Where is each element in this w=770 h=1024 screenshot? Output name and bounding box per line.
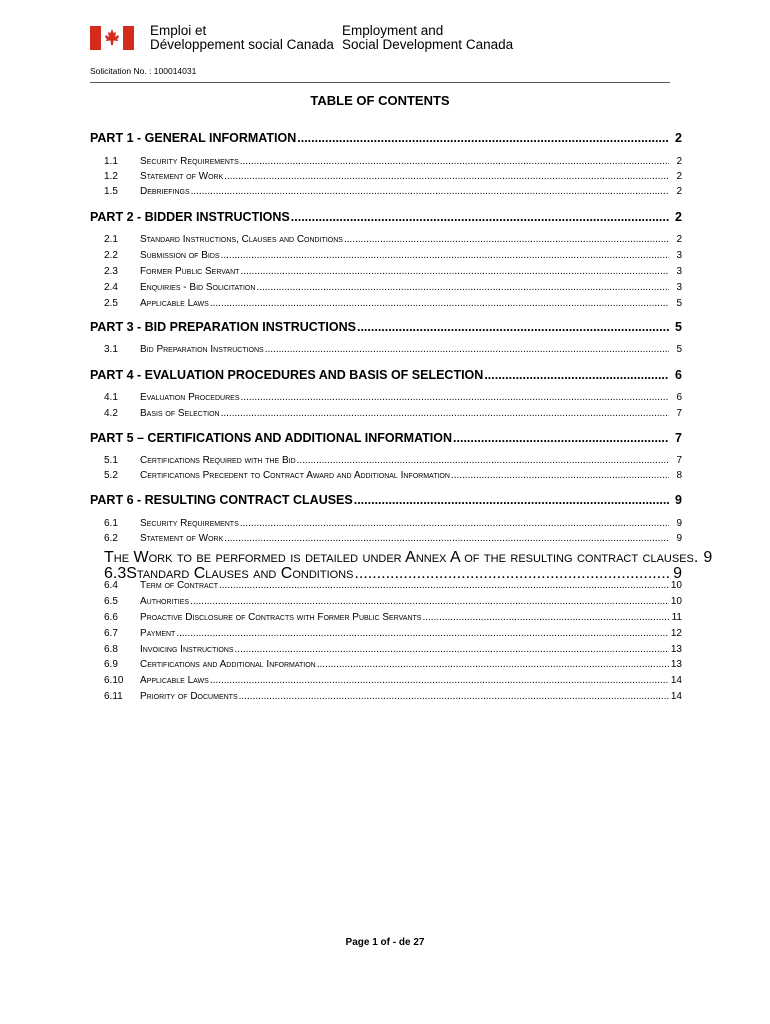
toc-entry[interactable] [90, 234, 682, 245]
toc-entry[interactable] [90, 171, 682, 182]
toc-entry-label: Invoicing Instructions [140, 644, 234, 655]
toc-entry-label: Certifications and Additional Information [140, 659, 316, 670]
dot-leader [240, 518, 669, 529]
toc-entry-label: Evaluation Procedures [140, 392, 240, 403]
dot-leader [357, 320, 669, 334]
header-divider [90, 82, 670, 83]
toc-entry-page: 2 [676, 186, 682, 197]
toc-entry[interactable] [90, 408, 682, 419]
toc-part-entry[interactable] [90, 131, 682, 145]
toc-entry[interactable] [90, 186, 682, 197]
toc-entry-number: 1.2 [104, 171, 118, 182]
toc-entry[interactable] [90, 644, 682, 655]
toc-entry-number: 2.3 [104, 266, 118, 277]
dept-fr-line1: Emploi et [150, 23, 207, 38]
toc-entry[interactable] [90, 675, 682, 686]
toc-entry-number: 6.8 [104, 644, 118, 655]
dot-leader [221, 250, 669, 261]
toc-entry-page: 14 [670, 691, 682, 702]
toc-entry-label: PART 6 - RESULTING CONTRACT CLAUSES [90, 493, 353, 507]
toc-entry[interactable] [90, 250, 682, 261]
toc-entry[interactable] [90, 580, 682, 591]
toc-entry-page: 12 [670, 628, 682, 639]
toc-entry-page: 3 [676, 282, 682, 293]
toc-entry-number: 5.2 [104, 470, 118, 481]
toc-entry[interactable] [90, 518, 682, 529]
toc-entry-page: 3 [676, 250, 682, 261]
solicitation-number: Solicitation No. : 100014031 [90, 66, 197, 76]
dot-leader [256, 282, 669, 293]
toc-entry-number: 3.1 [104, 344, 118, 355]
toc-title: TABLE OF CONTENTS [310, 93, 450, 108]
toc-entry-page: 11 [671, 612, 682, 623]
toc-entry-number: 6.7 [104, 628, 118, 639]
toc-entry-number: 6.11 [104, 691, 123, 702]
toc-entry-page: 8 [676, 470, 682, 481]
toc-entry-page: 6 [676, 392, 682, 403]
department-name-english [342, 24, 513, 52]
dept-en-line2: Social Development Canada [342, 37, 514, 52]
toc-entry[interactable] [90, 455, 682, 466]
dot-leader [291, 210, 669, 224]
dot-leader [176, 628, 669, 639]
toc-entry-number: 6.2 [104, 533, 118, 544]
dot-leader [317, 659, 669, 670]
dot-leader [224, 533, 669, 544]
toc-entry-number: 2.1 [104, 234, 118, 245]
toc-entry-page: 5 [675, 320, 682, 334]
toc-entry-label: PART 4 - EVALUATION PROCEDURES AND BASIS OF SELECTION [90, 368, 484, 382]
toc-entry-page: 2 [676, 234, 682, 245]
dot-leader [239, 691, 669, 702]
toc-entry-number: 6.4 [104, 580, 118, 591]
toc-entry-page: 9 [703, 549, 713, 566]
dot-leader [451, 470, 669, 481]
toc-entry-label: PART 3 - BID PREPARATION INSTRUCTIONS [90, 320, 356, 334]
toc-entry-label: Basis of Selection [140, 408, 220, 419]
toc-entry[interactable] [90, 266, 682, 277]
toc-entry-number: 2.5 [104, 298, 118, 309]
toc-entry-label: Statement of Work [140, 533, 224, 544]
department-name-french [150, 24, 334, 52]
toc-entry-number: 2.4 [104, 282, 118, 293]
toc-entry-page: 10 [670, 580, 682, 591]
dot-leader [219, 580, 669, 591]
dot-leader [265, 344, 669, 355]
toc-entry[interactable] [90, 533, 682, 544]
toc-entry-label: Certifications Precedent to Contract Award and Additional Information [140, 470, 450, 481]
dot-leader [240, 266, 669, 277]
toc-entry-page: 9 [676, 518, 682, 529]
dot-leader [221, 408, 669, 419]
toc-entry-label: Standard Instructions, Clauses and Conditions [140, 234, 343, 245]
toc-entry-label: Priority of Documents [140, 691, 238, 702]
toc-entry-label: Security Requirements [140, 518, 239, 529]
toc-entry-page: 5 [676, 298, 682, 309]
toc-entry-page: 13 [670, 659, 682, 670]
dot-leader [191, 186, 669, 197]
toc-part-entry[interactable] [90, 320, 682, 334]
toc-entry-label: Statement of Work [140, 171, 224, 182]
toc-entry-number: 6.10 [104, 675, 124, 686]
toc-entry-label: PART 1 - GENERAL INFORMATION [90, 131, 297, 145]
toc-entry[interactable] [90, 392, 682, 403]
toc-entry-number: 1.5 [104, 186, 118, 197]
toc-entry[interactable] [90, 691, 682, 702]
toc-part-entry[interactable] [90, 210, 682, 224]
toc-entry-page: 7 [676, 408, 682, 419]
toc-entry-page: 14 [670, 675, 682, 686]
dot-leader [210, 675, 669, 686]
toc-entry-page: 2 [675, 210, 682, 224]
toc-entry-label: PART 2 - BIDDER INSTRUCTIONS [90, 210, 290, 224]
toc-entry-page: 7 [675, 431, 682, 445]
toc-entry[interactable] [90, 344, 682, 355]
dot-leader [190, 596, 669, 607]
toc-entry[interactable] [90, 282, 682, 293]
dot-leader [453, 431, 669, 445]
toc-entry-label: Applicable Laws [140, 675, 209, 686]
toc-entry-page: 9 [673, 565, 682, 582]
toc-entry-label: The Work to be performed is detailed under Annex A of the resulting contract clauses. [104, 549, 699, 566]
toc-entry-number: 1.1 [104, 156, 118, 167]
toc-entry-number: 6.6 [104, 612, 118, 623]
toc-entry-label: Term of Contract [140, 580, 218, 591]
toc-entry-label: Enquiries - Bid Solicitation [140, 282, 256, 293]
toc-part-entry[interactable] [90, 431, 682, 445]
toc-entry-page: 10 [670, 596, 682, 607]
page-footer: Page 1 of - de 27 [345, 937, 425, 948]
toc-entry-number: 6.5 [104, 596, 118, 607]
toc-entry-label: Security Requirements [140, 156, 239, 167]
toc-entry-label: Proactive Disclosure of Contracts with Former Public Servants [140, 612, 422, 623]
toc-entry-label: Bid Preparation Instructions [140, 344, 264, 355]
toc-entry-label: PART 5 – CERTIFICATIONS AND ADDITIONAL INFORMATION [90, 431, 453, 445]
toc-entry-label: 6.3Standard Clauses and Conditions [104, 565, 354, 582]
toc-entry-page: 9 [676, 533, 682, 544]
toc-entry-page: 3 [676, 266, 682, 277]
toc-entry-page: 9 [675, 493, 682, 507]
toc-entry-label: Submission of Bids [140, 250, 220, 261]
toc-entry[interactable] [90, 298, 682, 309]
toc-entry-page: 2 [676, 156, 682, 167]
dept-en-line1: Employment and [342, 23, 444, 38]
toc-entry-page: 2 [676, 171, 682, 182]
toc-entry-page: 13 [670, 644, 682, 655]
toc-entry-number: 4.1 [104, 392, 118, 403]
dot-leader [344, 234, 669, 245]
toc-entry-label: Payment [140, 628, 176, 639]
toc-entry[interactable] [90, 156, 682, 167]
toc-entry[interactable] [90, 628, 682, 639]
toc-entry-number: 6.1 [104, 518, 118, 529]
toc-entry-page: 7 [676, 455, 682, 466]
toc-part-entry[interactable] [90, 368, 682, 382]
toc-part-entry[interactable] [90, 493, 682, 507]
toc-entry-label: Certifications Required with the Bid [140, 455, 296, 466]
dot-leader [240, 392, 669, 403]
canada-flag-icon [90, 26, 134, 50]
toc-entry-label: Former Public Servant [140, 266, 240, 277]
toc-entry-number: 4.2 [104, 408, 118, 419]
toc-entry[interactable] [90, 659, 682, 670]
dot-leader [484, 368, 669, 382]
dept-fr-line2: Développement social Canada [150, 37, 334, 52]
toc-entry[interactable] [90, 596, 682, 607]
dot-leader [297, 131, 669, 145]
toc-entry-number: 5.1 [104, 455, 118, 466]
toc-entry-page: 6 [675, 368, 682, 382]
toc-entry-number: 6.9 [104, 659, 118, 670]
toc-entry-label: Applicable Laws [140, 298, 209, 309]
toc-entry-number: 2.2 [104, 250, 118, 261]
dot-leader [210, 298, 669, 309]
dot-leader [354, 493, 669, 507]
toc-entry[interactable] [90, 612, 682, 623]
toc-entry-label: Debriefings [140, 186, 190, 197]
toc-entry-page: 2 [675, 131, 682, 145]
dot-leader [422, 612, 669, 623]
dot-leader [297, 455, 669, 466]
dot-leader [235, 644, 669, 655]
dot-leader [240, 156, 669, 167]
toc-entry-page: 5 [676, 344, 682, 355]
dot-leader [224, 171, 669, 182]
toc-entry[interactable] [90, 470, 682, 481]
toc-entry-label: Authorities [140, 596, 190, 607]
